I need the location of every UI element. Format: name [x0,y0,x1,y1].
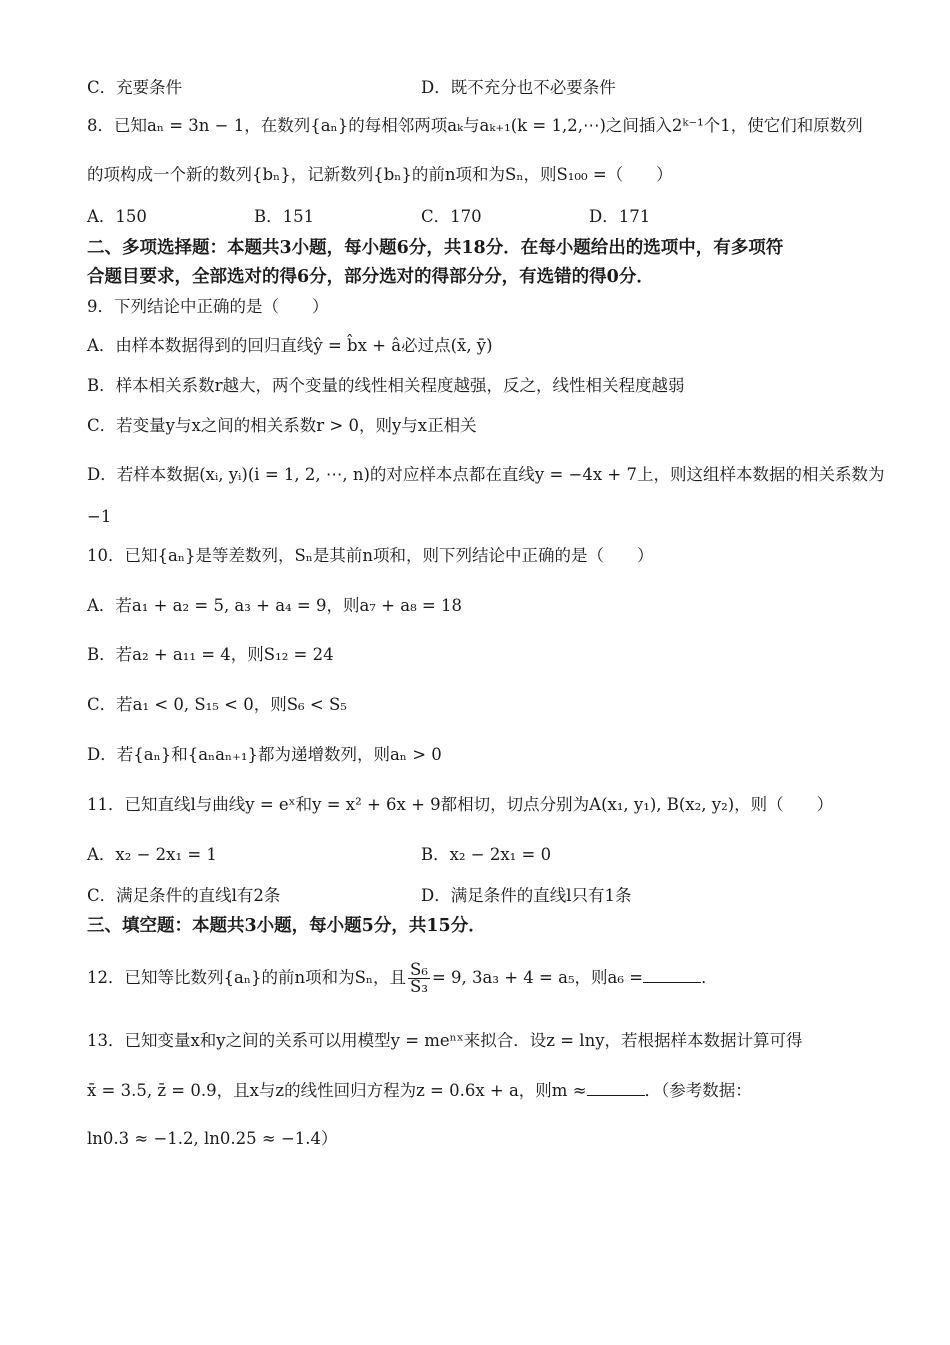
q12-stem-end: ． [701,968,718,987]
q8-stem-line1: 8．已知aₙ = 3n − 1，在数列{aₙ}的每相邻两项aₖ与aₖ₊₁(k = 1,2,⋯)之间插入2ᵏ⁻¹个1，使它们和原数列 [87,116,863,135]
q12-fraction-numerator: S₆ [410,960,428,979]
q10-option-d: D．若{aₙ}和{aₙaₙ₊₁}都为递增数列，则aₙ > 0 [87,745,442,764]
q10-option-b: B．若a₂ + a₁₁ = 4，则S₁₂ = 24 [87,645,334,664]
q12-answer-blank [643,966,701,983]
q7-option-d: D．既不充分也不必要条件 [421,78,616,97]
q8-stem-line2: 的项构成一个新的数列{bₙ}，记新数列{bₙ}的前n项和为Sₙ，则S₁₀₀ =（ ） [87,165,673,184]
q13-stem-line3: ln0.3 ≈ −1.2, ln0.25 ≈ −1.4） [87,1129,338,1148]
q13-stem-line1: 13．已知变量x和y之间的关系可以用模型y = meⁿˣ来拟合．设z = lny，若根据样本数据计算可得 [87,1031,803,1050]
q11-option-b: B．x₂ − 2x₁ = 0 [421,845,552,864]
q8-option-b: B．151 [254,207,315,226]
q13-stem-line2 [87,1079,752,1103]
q11-stem: 11．已知直线l与曲线y = eˣ和y = x² + 6x + 9都相切，切点分别为A(x₁, y₁), B(x₂, y₂)，则（ ） [87,795,834,814]
q9-option-b: B．样本相关系数r越大，两个变量的线性相关程度越强，反之，线性相关程度越弱 [87,376,685,395]
q9-option-a: A．由样本数据得到的回归直线ŷ = b̂x + â必过点(x̄, ȳ) [87,336,493,355]
section2-heading-line2: 合题目要求，全部选对的得6分，部分选对的得部分分，有选错的得0分． [87,267,654,287]
q10-stem: 10．已知{aₙ}是等差数列，Sₙ是其前n项和，则下列结论中正确的是（ ） [87,546,654,565]
section3-heading: 三、填空题：本题共3小题，每小题5分，共15分． [87,916,486,936]
q12-stem [87,962,718,995]
q13-line2-post: ．（参考数据： [644,1081,752,1100]
q9-option-d-line2: −1 [87,507,112,526]
q9-stem: 9．下列结论中正确的是（ ） [87,297,329,316]
q9-option-d-line1: D．若样本数据(xᵢ, yᵢ)(i = 1, 2, ⋯, n)的对应样本点都在直线y = −4x + 7上，则这组样本数据的相关系数为 [87,465,885,484]
q8-option-d: D．171 [589,207,651,226]
q11-option-c: C．满足条件的直线l有2条 [87,886,281,905]
q8-option-c: C．170 [421,207,482,226]
q11-option-a: A．x₂ − 2x₁ = 1 [87,845,217,864]
q9-option-c: C．若变量y与x之间的相关系数r > 0，则y与x正相关 [87,416,477,435]
q12-fraction-denominator: S₃ [410,977,428,996]
q12-fraction [408,962,430,995]
q11-option-d: D．满足条件的直线l只有1条 [421,886,632,905]
q8-option-a: A．150 [87,207,147,226]
q7-option-c: C．充要条件 [87,78,183,97]
q10-option-c: C．若a₁ < 0, S₁₅ < 0，则S₆ < S₅ [87,695,347,714]
q10-option-a: A．若a₁ + a₂ = 5, a₃ + a₄ = 9，则a₇ + a₈ = 18 [87,596,462,615]
q13-line2-pre: x̄ = 3.5, z̄ = 0.9，且x与z的线性回归方程为z = 0.6x + a，则m ≈ [87,1081,587,1100]
q12-stem-pre: 12．已知等比数列{aₙ}的前n项和为Sₙ，且 [87,968,407,987]
q13-answer-blank [587,1079,645,1096]
section2-heading-line1: 二、多项选择题：本题共3小题，每小题6分，共18分．在每小题给出的选项中，有多项符 [87,238,784,258]
q12-stem-post: = 9, 3a₃ + 4 = a₅，则a₆ = [431,968,644,987]
